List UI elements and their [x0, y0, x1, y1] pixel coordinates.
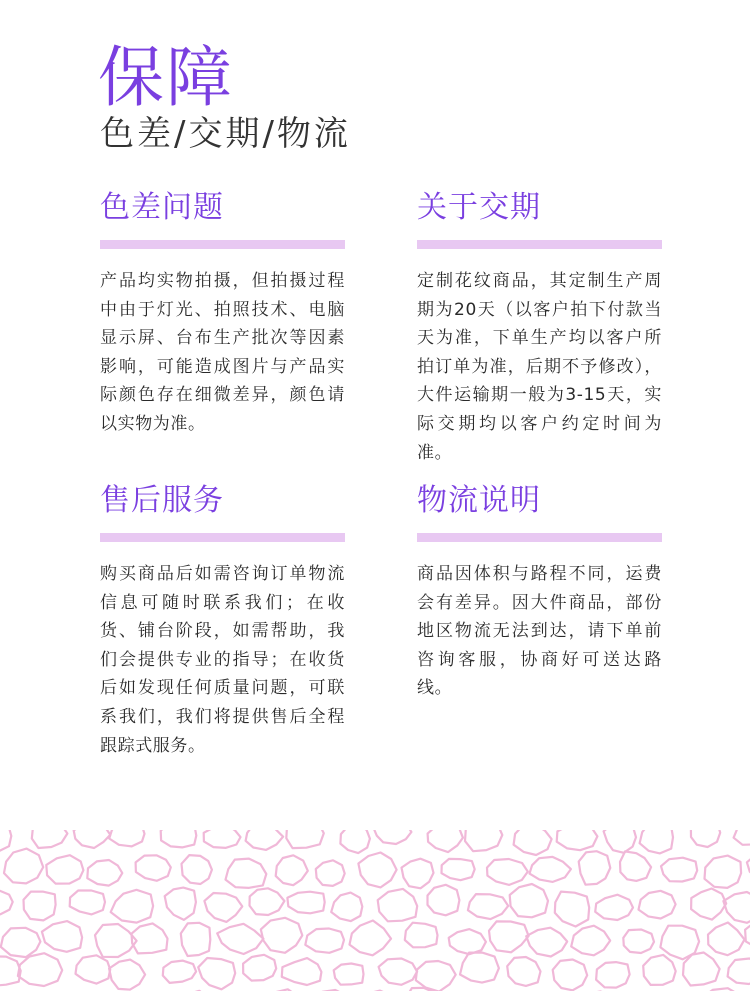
pattern-cell	[282, 958, 322, 985]
pattern-cell	[4, 849, 43, 884]
section-logistics	[417, 483, 662, 703]
pattern-cell	[639, 891, 676, 919]
pattern-cell	[76, 955, 111, 983]
pattern-cell	[691, 889, 726, 920]
pattern-cell	[640, 830, 673, 853]
pattern-cell	[620, 851, 651, 881]
pattern-cell	[708, 923, 745, 956]
section-delivery	[417, 190, 662, 467]
pattern-cell	[661, 858, 697, 882]
pattern-cell	[109, 830, 144, 846]
pattern-cell	[734, 830, 750, 845]
section-title: 关于交期	[417, 190, 541, 225]
pattern-cell	[728, 959, 750, 985]
section-body: 产品均实物拍摄，但拍摄过程中由于灯光、拍照技术、电脑显示屏、台布生产批次等因素影响，可能造成图片与产品实际颜色存在细微差异，颜色请以实物为准。	[100, 271, 345, 434]
section-title: 色差问题	[100, 190, 224, 225]
pattern-cell	[24, 892, 56, 921]
pattern-cell	[95, 924, 137, 957]
page-title: 保障	[98, 39, 234, 116]
pattern-cell	[226, 859, 267, 888]
pattern-cell	[32, 830, 68, 848]
pattern-cell	[287, 892, 324, 914]
pattern-cell	[530, 857, 571, 882]
pattern-cell	[74, 830, 111, 848]
pattern-cell	[416, 961, 456, 991]
pattern-cell	[109, 960, 145, 990]
pattern-cell	[163, 961, 196, 983]
pattern-cell	[217, 924, 263, 954]
pattern-cell	[42, 921, 82, 952]
decorative-stone-pattern	[0, 830, 750, 991]
pattern-cell	[723, 892, 750, 923]
pattern-cell	[87, 860, 122, 886]
section-title: 售后服务	[100, 483, 224, 518]
pattern-cell	[165, 888, 196, 920]
pattern-cell	[182, 855, 212, 884]
pattern-cell	[604, 830, 636, 853]
pattern-cell	[1, 928, 41, 957]
section-title: 物流说明	[417, 483, 541, 518]
pattern-cell	[442, 859, 475, 880]
pattern-cell	[250, 888, 285, 915]
section-underline	[100, 240, 345, 249]
pattern-cell	[331, 893, 362, 922]
pattern-cell	[181, 923, 211, 956]
section-after-sales	[100, 483, 345, 760]
pattern-cell	[379, 959, 418, 985]
pattern-cell	[405, 923, 438, 948]
pattern-cell	[334, 964, 364, 985]
pattern-cell	[468, 894, 508, 919]
pattern-cell	[111, 890, 153, 923]
pattern-cell	[579, 851, 611, 885]
pattern-cell	[243, 955, 276, 981]
section-color-difference	[100, 190, 345, 439]
pattern-cell	[18, 953, 62, 986]
pattern-cell	[683, 953, 720, 986]
pattern-cell	[643, 955, 676, 985]
pattern-cell	[449, 929, 486, 954]
pattern-cell	[571, 926, 610, 956]
pattern-cell	[246, 830, 284, 850]
pattern-cell	[595, 895, 633, 920]
section-underline	[417, 240, 662, 249]
pattern-cell	[305, 929, 344, 953]
pattern-cell	[261, 918, 303, 953]
pattern-cell	[596, 962, 630, 988]
pattern-cell	[316, 860, 345, 886]
pattern-cell	[553, 960, 588, 991]
pattern-cell	[489, 921, 529, 952]
pattern-cell	[526, 928, 567, 957]
pattern-cell	[204, 893, 242, 922]
pattern-cell	[0, 830, 11, 851]
pattern-cell	[0, 891, 13, 914]
pattern-cell	[428, 830, 463, 852]
pattern-cell	[507, 957, 540, 986]
section-body: 定制花纹商品，其定制生产周期为20天（以客户拍下付款当天为准，下单生产均以客户所拍订单为准，后期不予修改），大件运输期一般为3-15天，实际交期均以客户约定时间为准。	[417, 271, 662, 463]
pattern-cell	[132, 923, 168, 953]
pattern-cell	[487, 859, 528, 885]
pattern-cell	[623, 930, 654, 954]
pattern-cell	[358, 853, 396, 888]
pattern-cell	[46, 855, 83, 883]
page-subtitle: 色差/交期/物流	[100, 114, 351, 154]
pattern-cell	[70, 891, 105, 915]
pattern-cell	[745, 922, 750, 950]
pattern-cell	[691, 830, 720, 847]
section-body: 商品因体积与路程不同，运费会有差异。因大件商品，部份地区物流无法到达，请下单前咨询客服，协商好可送达路线。	[417, 564, 662, 699]
pattern-cell	[402, 859, 434, 889]
pattern-cell	[286, 830, 324, 848]
pattern-cell	[557, 830, 598, 850]
pattern-cell	[161, 830, 197, 847]
pattern-cell	[514, 830, 552, 855]
pattern-cell	[510, 884, 548, 917]
pattern-cell	[428, 885, 460, 916]
pattern-cell	[350, 921, 392, 956]
pattern-cell	[136, 855, 171, 881]
pattern-cell	[204, 830, 241, 848]
section-body: 购买商品后如需咨询订单物流信息可随时联系我们；在收货、铺台阶段，如需帮助，我们会提供专业的指导；在收货后如发现任何质量问题，可联系我们，我们将提供售后全程跟踪式服务。	[100, 564, 345, 756]
pattern-cell	[378, 889, 418, 921]
pattern-cell	[555, 892, 589, 927]
pattern-cell	[198, 958, 235, 989]
pattern-cell	[373, 830, 411, 844]
pattern-cell	[276, 855, 308, 885]
pattern-cell	[705, 856, 742, 888]
section-underline	[417, 533, 662, 542]
pattern-cell	[0, 956, 21, 985]
section-underline	[100, 533, 345, 542]
pattern-cell	[340, 830, 370, 853]
pattern-cell	[460, 953, 499, 983]
pattern-cell	[465, 830, 502, 851]
